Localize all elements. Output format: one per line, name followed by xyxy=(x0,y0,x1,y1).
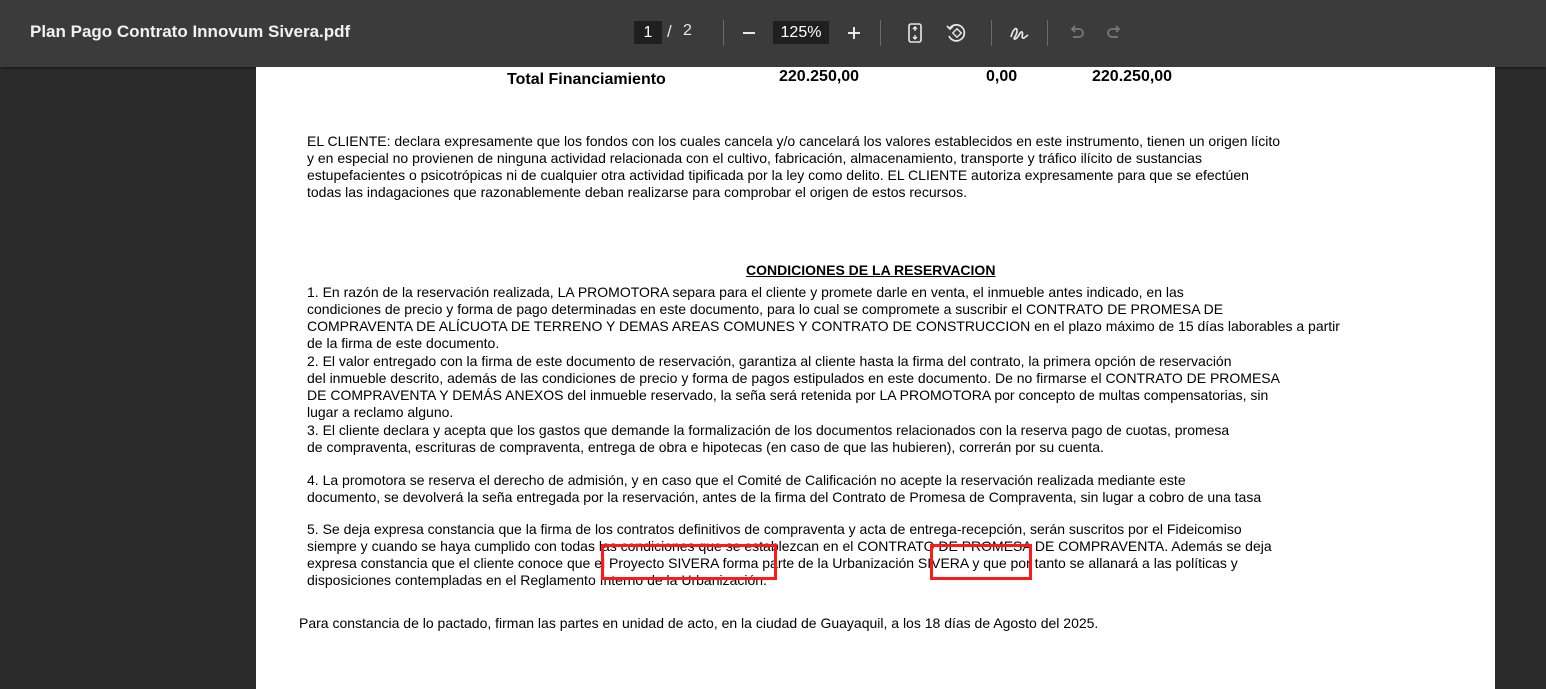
rotate-icon xyxy=(945,23,967,43)
draw-button[interactable] xyxy=(1004,18,1034,48)
undo-icon xyxy=(1067,25,1085,41)
total-value: 220.250,00 xyxy=(1092,68,1173,85)
fit-page-icon xyxy=(906,23,924,43)
paragraph-line: y en especial no provienen de ninguna actividad relacionada con el cultivo, fabricación, almacenamiento, transporte y tráfico ilícito de sustancias xyxy=(307,150,1202,166)
toolbar-divider xyxy=(991,20,992,46)
redo-button[interactable] xyxy=(1100,18,1130,48)
page-total: 2 xyxy=(683,22,692,39)
page-number-input[interactable]: 1 xyxy=(634,21,662,44)
page-separator: / xyxy=(667,22,672,41)
fit-page-button[interactable] xyxy=(900,18,930,48)
pdf-page xyxy=(256,67,1495,689)
paragraph-line: disposiciones contempladas en el Reglamento Interno de la Urbanización. xyxy=(307,572,767,588)
paragraph-line: 1. En razón de la reservación realizada, LA PROMOTORA separa para el cliente y promete darle en venta, el inmueble antes indicado, en las xyxy=(307,284,1184,300)
paragraph-line: expresa constancia que el cliente conoce que el Proyecto SIVERA forma parte de la Urbanización SIVERA y que por tanto se allanará a las políticas y xyxy=(307,555,1238,571)
paragraph-line: 3. El cliente declara y acepta que los gastos que demande la formalización de los documentos relacionados con la reserva pago de cuotas, promesa xyxy=(307,422,1230,438)
toolbar-divider xyxy=(880,20,881,46)
paragraph-line: de la firma de este documento. xyxy=(307,335,500,351)
paragraph-line: del inmueble descrito, además de las condiciones de precio y forma de pagos estipulados en este documento. De no firmarse el CONTRATO DE PROMESA xyxy=(307,370,1280,386)
paragraph-line: condiciones de precio y forma de pago determinadas en este documento, para lo cual se compromete a suscribir el CONTRATO DE PROMESA DE xyxy=(307,301,1224,317)
rotate-button[interactable] xyxy=(941,18,971,48)
paragraph-line: todas las indagaciones que razonablemente deban realizarse para comprobar el origen de estos recursos. xyxy=(307,184,967,200)
paragraph-line: estupefacientes o psicotrópicas ni de cualquier otra actividad tipificada por la ley como delito. EL CLIENTE autoriza expresamente para que se efectúen xyxy=(307,167,1249,183)
highlight-box xyxy=(930,544,1032,580)
paragraph-line: 2. El valor entregado con la firma de este documento de reservación, garantiza al cliente hasta la firma del contrato, la primera opción de reservación xyxy=(307,353,1232,369)
paragraph-line: DE COMPRAVENTA Y DEMÁS ANEXOS del inmueble reservado, la seña será retenida por LA PROMOTORA por concepto de multas compensatorias, sin xyxy=(307,387,1269,403)
paragraph-line: siempre y cuando se haya cumplido con todas las condiciones que se establezcan en el CONTRATO DE PROMESA DE COMPRAVENTA. Además se deja xyxy=(307,538,1272,554)
undo-button[interactable] xyxy=(1061,18,1091,48)
toolbar-divider xyxy=(723,20,724,46)
total-financiamiento-label: Total Financiamiento xyxy=(507,71,666,88)
zoom-out-button[interactable] xyxy=(734,18,764,48)
paragraph-line: documento, se devolverá la seña entregada por la reservación, antes de la firma del Contrato de Promesa de Compraventa, sin lugar a cobro de una tasa xyxy=(307,489,1262,505)
paragraph-line: COMPRAVENTA DE ALÍCUOTA DE TERRENO Y DEMAS AREAS COMUNES Y CONTRATO DE CONSTRUCCION en el plazo máximo de 15 días laborables a partir xyxy=(307,318,1340,334)
paragraph-line: 4. La promotora se reserva el derecho de admisión, y en caso que el Comité de Calificación no acepte la reservación realizada mediante este xyxy=(307,472,1186,488)
total-value: 220.250,00 xyxy=(779,68,860,85)
total-value: 0,00 xyxy=(986,68,1018,85)
section-heading: CONDICIONES DE LA RESERVACION xyxy=(746,262,996,278)
paragraph-line: de compraventa, escrituras de compraventa, entrega de obra e hipotecas (en caso de que las hubieren), correrán por su cuenta. xyxy=(307,439,1104,455)
document-title: Plan Pago Contrato Innovum Sivera.pdf xyxy=(30,22,351,41)
paragraph-line: lugar a reclamo alguno. xyxy=(307,404,454,420)
draw-icon xyxy=(1008,23,1030,43)
zoom-level-input[interactable]: 125% xyxy=(773,21,829,44)
zoom-out-icon xyxy=(741,25,757,41)
zoom-in-button[interactable] xyxy=(839,18,869,48)
pdf-toolbar xyxy=(0,0,1546,67)
toolbar-divider xyxy=(1047,20,1048,46)
paragraph-line: 5. Se deja expresa constancia que la firma de los contratos definitivos de compraventa y acta de entrega-recepción, serán suscritos por el Fideicomiso xyxy=(307,521,1242,537)
zoom-in-icon xyxy=(846,25,862,41)
redo-icon xyxy=(1106,25,1124,41)
paragraph-line: EL CLIENTE: declara expresamente que los fondos con los cuales cancela y/o cancelará los valores establecidos en este instrumento, tienen un origen lícito xyxy=(307,133,1281,149)
highlight-box xyxy=(601,544,777,580)
closing-paragraph: Para constancia de lo pactado, firman las partes en unidad de acto, en la ciudad de Guayaquil, a los 18 días de Agosto del 2025. xyxy=(299,615,1099,631)
